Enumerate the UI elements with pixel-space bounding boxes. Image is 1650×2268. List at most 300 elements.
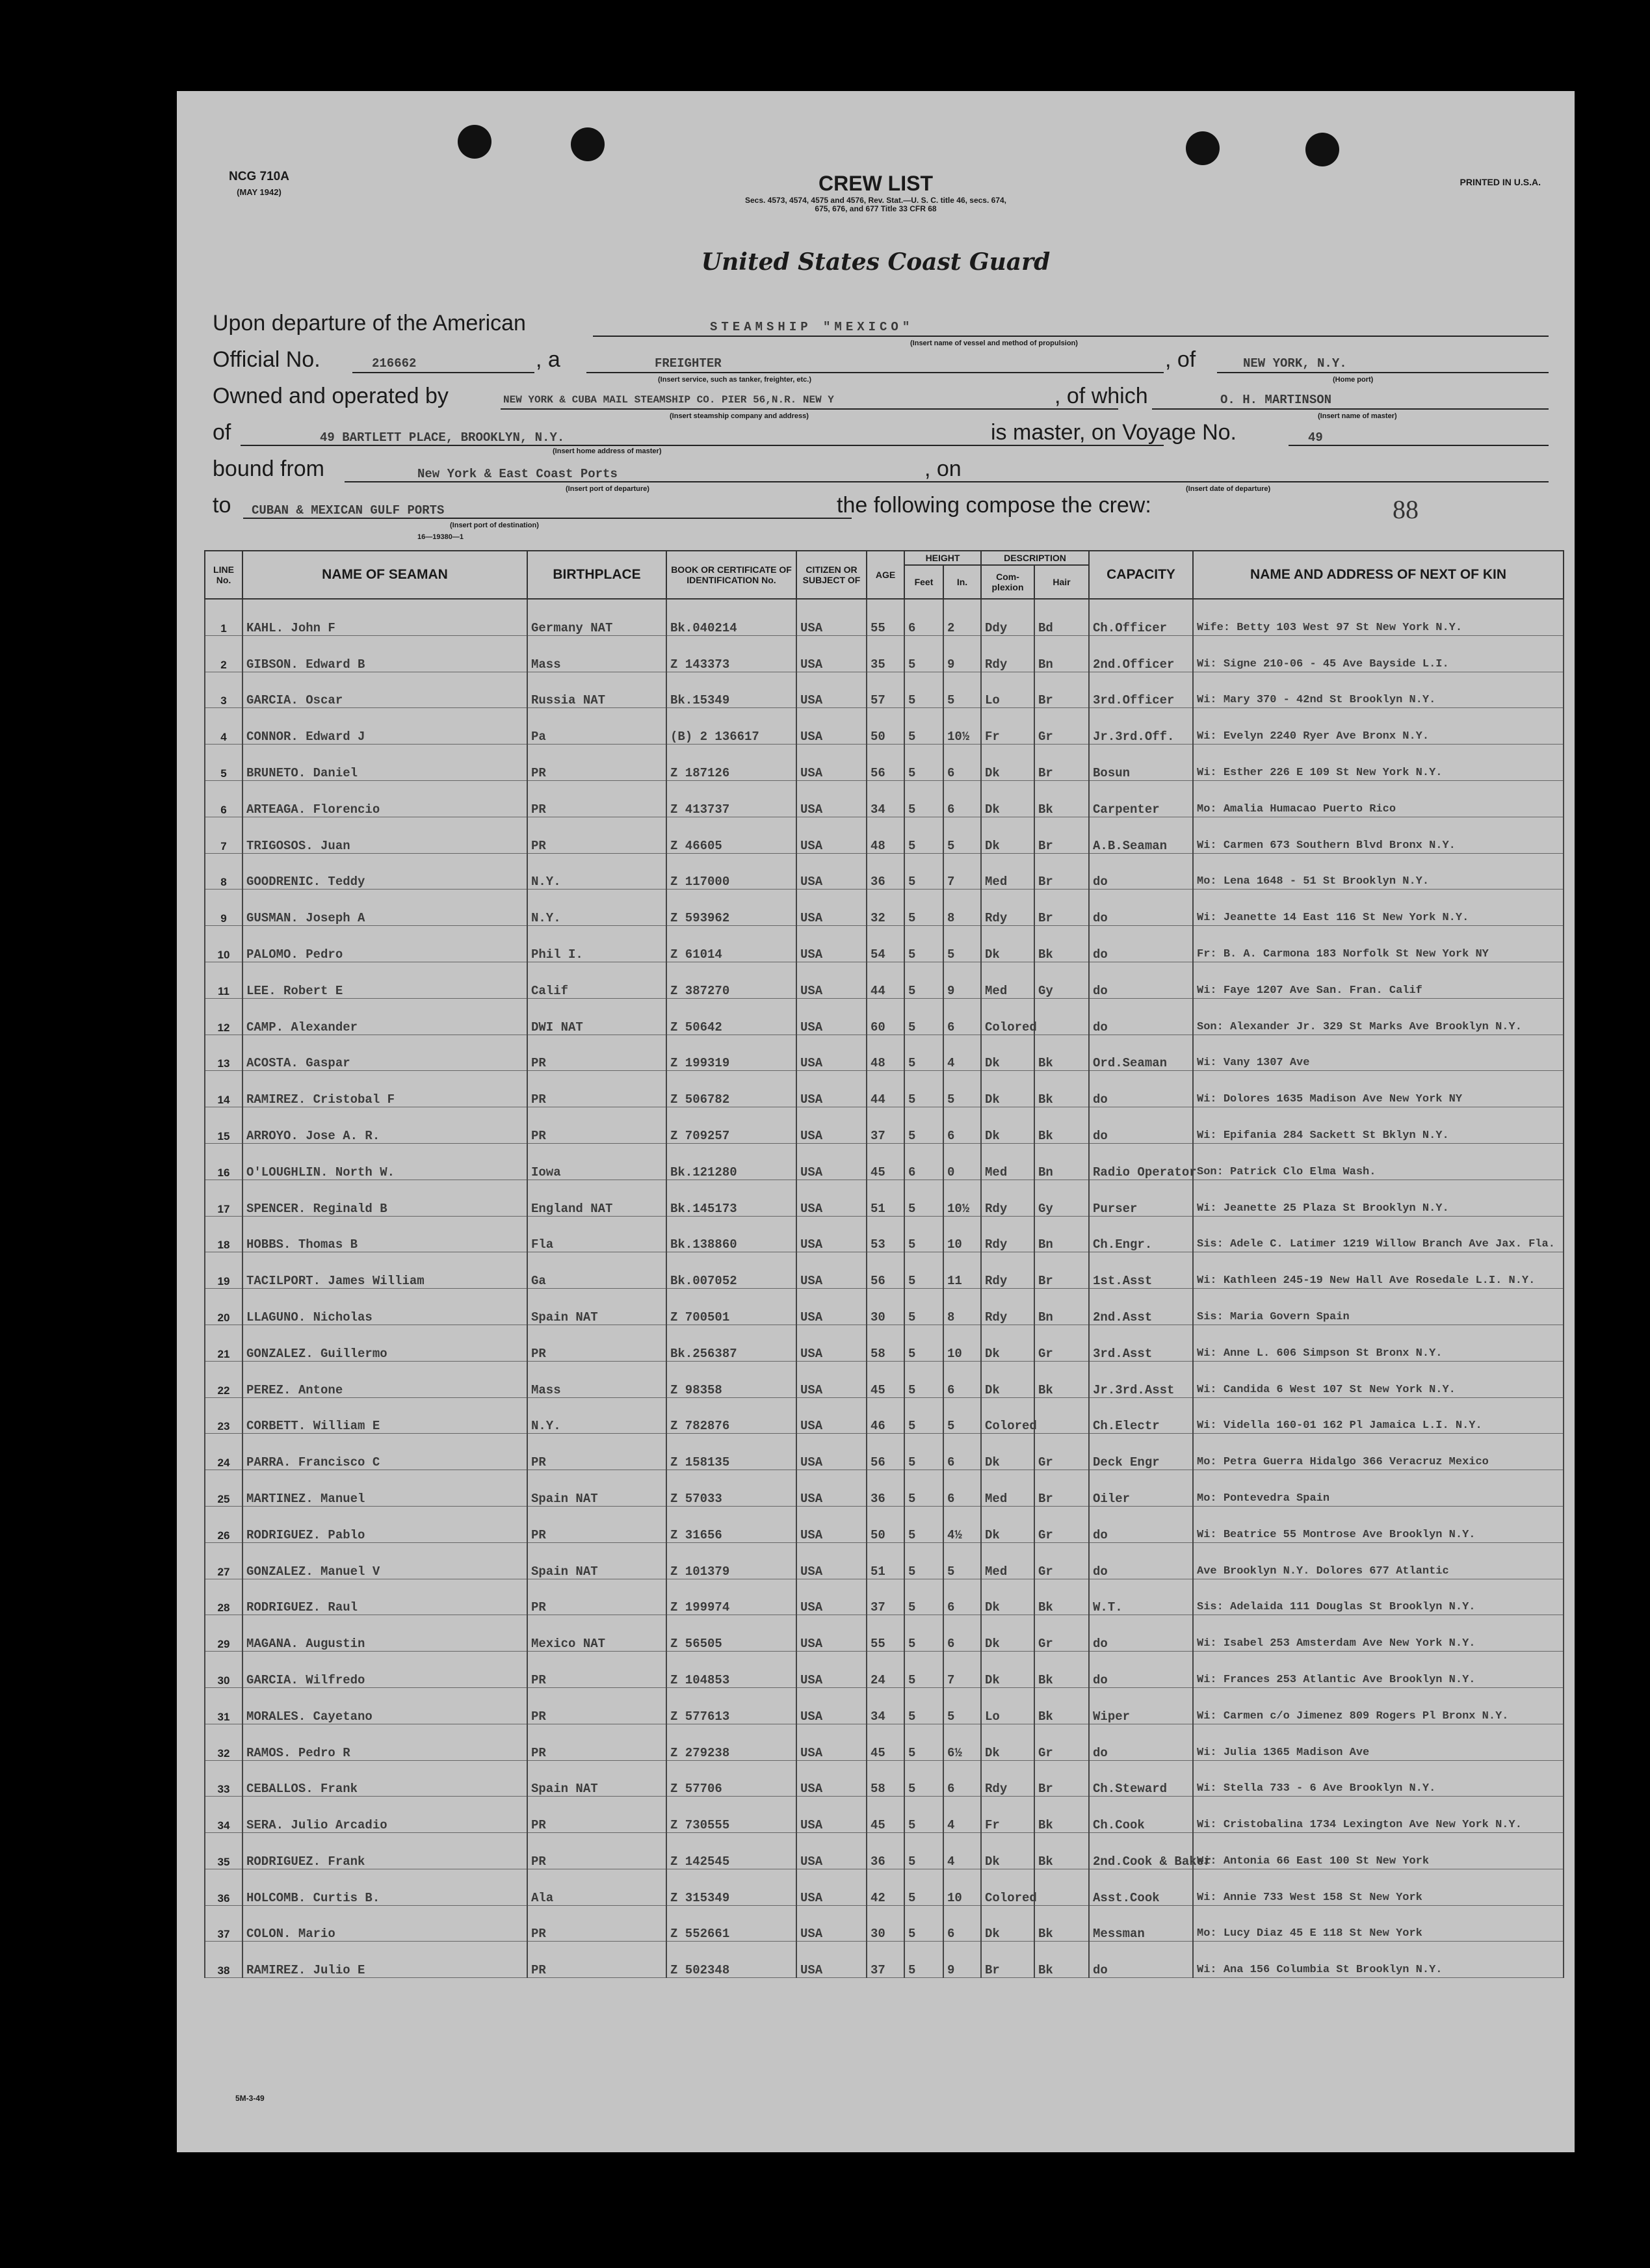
cell-line-no: 26 (205, 1506, 242, 1542)
cell-height-feet: 5 (904, 1760, 943, 1797)
cell-complexion: Dk (981, 1434, 1034, 1470)
cell-next-of-kin: Wi: Candida 6 West 107 St New York N.Y. (1193, 1361, 1564, 1397)
table-row (205, 1760, 1564, 1797)
table-row (205, 1434, 1564, 1470)
form-number: NCG 710A (MAY 1942) (229, 169, 289, 200)
cell-birthplace: Mass (527, 635, 666, 672)
cell-citizenship: USA (796, 890, 867, 926)
cell-height-feet: 5 (904, 853, 943, 890)
cell-birthplace: PR (527, 1942, 666, 1978)
table-row (205, 926, 1564, 962)
cell-height-feet: 6 (904, 1143, 943, 1180)
col-height: HEIGHT (904, 551, 981, 565)
vessel-caption: (Insert name of vessel and method of propulsion) (910, 339, 1078, 347)
cell-complexion: Dk (981, 745, 1034, 781)
cell-capacity: do (1089, 1107, 1193, 1144)
cell-complexion: Dk (981, 1107, 1034, 1144)
cell-line-no: 36 (205, 1869, 242, 1905)
cell-height-feet: 5 (904, 1216, 943, 1252)
cell-next-of-kin: Wi: Isabel 253 Amsterdam Ave New York N.Y. (1193, 1615, 1564, 1652)
cell-line-no: 16 (205, 1143, 242, 1180)
departure-label: Upon departure of the American (213, 311, 526, 336)
cell-capacity: Ord.Seaman (1089, 1035, 1193, 1071)
cell-birthplace: PR (527, 1071, 666, 1107)
cell-complexion: Dk (981, 926, 1034, 962)
owned-label: Owned and operated by (213, 384, 449, 408)
cell-complexion: Med (981, 1143, 1034, 1180)
cell-line-no: 29 (205, 1615, 242, 1652)
cell-age: 37 (867, 1942, 904, 1978)
cell-age: 34 (867, 780, 904, 817)
cell-complexion: Fr (981, 708, 1034, 745)
col-age: AGE (867, 551, 904, 599)
cell-next-of-kin: Wi: Evelyn 2240 Ryer Ave Bronx N.Y. (1193, 708, 1564, 745)
cell-next-of-kin: Wi: Kathleen 245-19 New Hall Ave Rosedale L.I. N.Y. (1193, 1252, 1564, 1289)
cell-age: 36 (867, 1470, 904, 1507)
cell-line-no: 14 (205, 1071, 242, 1107)
cell-capacity: Radio Operator (1089, 1143, 1193, 1180)
cell-seaman-name: LEE. Robert E (242, 962, 527, 998)
cell-hair: Bk (1034, 780, 1089, 817)
cell-seaman-name: GONZALEZ. Manuel V (242, 1542, 527, 1579)
cell-next-of-kin: Wi: Beatrice 55 Montrose Ave Brooklyn N.Y. (1193, 1506, 1564, 1542)
col-line-no: LINE No. (205, 551, 242, 599)
form-title: CREW LIST (818, 172, 933, 195)
cell-birthplace: PR (527, 1035, 666, 1071)
cell-age: 42 (867, 1869, 904, 1905)
table-row (205, 1361, 1564, 1397)
cell-age: 32 (867, 890, 904, 926)
cell-height-feet: 5 (904, 890, 943, 926)
cell-citizenship: USA (796, 672, 867, 708)
cell-height-inches: 5 (943, 926, 981, 962)
home-port-caption: (Home port) (1333, 376, 1374, 384)
cell-complexion: Dk (981, 1071, 1034, 1107)
table-row (205, 817, 1564, 853)
cell-height-feet: 5 (904, 780, 943, 817)
cell-height-inches: 5 (943, 1397, 981, 1434)
cell-certificate-no: Z 577613 (666, 1687, 796, 1724)
cell-age: 30 (867, 1289, 904, 1325)
cell-seaman-name: TACILPORT. James William (242, 1252, 527, 1289)
cell-complexion: Rdy (981, 1252, 1034, 1289)
col-description: DESCRIPTION (981, 551, 1089, 565)
cell-complexion: Dk (981, 1833, 1034, 1869)
cell-seaman-name: PARRA. Francisco C (242, 1434, 527, 1470)
cell-hair: Bk (1034, 1361, 1089, 1397)
cell-citizenship: USA (796, 745, 867, 781)
cell-hair: Bk (1034, 1833, 1089, 1869)
table-row (205, 998, 1564, 1035)
cell-certificate-no: (B) 2 136617 (666, 708, 796, 745)
cell-complexion: Dk (981, 1724, 1034, 1760)
cell-line-no: 10 (205, 926, 242, 962)
cell-line-no: 21 (205, 1325, 242, 1361)
bound-to-caption: (Insert port of destination) (450, 521, 539, 529)
cell-capacity: do (1089, 1542, 1193, 1579)
cell-age: 24 (867, 1652, 904, 1688)
cell-capacity: Messman (1089, 1905, 1193, 1942)
cell-line-no: 30 (205, 1652, 242, 1688)
cell-citizenship: USA (796, 708, 867, 745)
table-row (205, 1252, 1564, 1289)
cell-complexion: Dk (981, 1035, 1034, 1071)
cell-complexion: Rdy (981, 1760, 1034, 1797)
cell-next-of-kin: Sis: Adelaida 111 Douglas St Brooklyn N.Y. (1193, 1579, 1564, 1615)
vessel-name: STEAMSHIP "MEXICO" (710, 320, 914, 334)
cell-birthplace: PR (527, 1652, 666, 1688)
cell-hair: Br (1034, 853, 1089, 890)
cell-capacity: do (1089, 962, 1193, 998)
cell-seaman-name: O'LOUGHLIN. North W. (242, 1143, 527, 1180)
cell-seaman-name: GARCIA. Wilfredo (242, 1652, 527, 1688)
cell-next-of-kin: Sis: Maria Govern Spain (1193, 1289, 1564, 1325)
cell-seaman-name: HOBBS. Thomas B (242, 1216, 527, 1252)
table-row (205, 1107, 1564, 1144)
cell-line-no: 8 (205, 853, 242, 890)
cell-height-inches: 6 (943, 1361, 981, 1397)
cell-seaman-name: RODRIGUEZ. Frank (242, 1833, 527, 1869)
cell-height-inches: 6 (943, 1615, 981, 1652)
cell-capacity: Oiler (1089, 1470, 1193, 1507)
cell-birthplace: DWI NAT (527, 998, 666, 1035)
cell-citizenship: USA (796, 1833, 867, 1869)
crew-label: the following compose the crew: (837, 493, 1151, 518)
table-row (205, 1615, 1564, 1652)
cell-line-no: 1 (205, 599, 242, 635)
table-row (205, 1143, 1564, 1180)
to-label: to (213, 493, 231, 518)
cell-hair: Gy (1034, 1180, 1089, 1216)
cell-complexion: Dk (981, 1905, 1034, 1942)
cell-citizenship: USA (796, 1905, 867, 1942)
cell-height-inches: 6 (943, 1470, 981, 1507)
cell-birthplace: PR (527, 1107, 666, 1144)
cell-seaman-name: GIBSON. Edward B (242, 635, 527, 672)
cell-age: 60 (867, 998, 904, 1035)
cell-citizenship: USA (796, 1397, 867, 1434)
cell-next-of-kin: Wi: Esther 226 E 109 St New York N.Y. (1193, 745, 1564, 781)
table-row (205, 1397, 1564, 1434)
cell-citizenship: USA (796, 635, 867, 672)
cell-line-no: 28 (205, 1579, 242, 1615)
cell-age: 48 (867, 817, 904, 853)
cell-birthplace: Ga (527, 1252, 666, 1289)
cell-age: 34 (867, 1687, 904, 1724)
cell-next-of-kin: Wi: Annie 733 West 158 St New York (1193, 1869, 1564, 1905)
cell-certificate-no: Z 502348 (666, 1942, 796, 1978)
cell-line-no: 32 (205, 1724, 242, 1760)
cell-citizenship: USA (796, 962, 867, 998)
cell-citizenship: USA (796, 1325, 867, 1361)
col-complexion: Com-plexion (981, 565, 1034, 599)
cell-height-inches: 2 (943, 599, 981, 635)
cell-citizenship: USA (796, 1797, 867, 1833)
cell-citizenship: USA (796, 1615, 867, 1652)
cell-line-no: 38 (205, 1942, 242, 1978)
cell-birthplace: England NAT (527, 1180, 666, 1216)
cell-certificate-no: Z 142545 (666, 1833, 796, 1869)
cell-complexion: Rdy (981, 635, 1034, 672)
cell-certificate-no: Z 279238 (666, 1724, 796, 1760)
cell-certificate-no: Z 199319 (666, 1035, 796, 1071)
table-row (205, 1724, 1564, 1760)
home-port-line (1217, 372, 1549, 373)
punch-hole (1186, 131, 1220, 165)
cell-height-inches: 10½ (943, 708, 981, 745)
table-row (205, 1687, 1564, 1724)
col-name: NAME OF SEAMAN (242, 551, 527, 599)
cell-line-no: 35 (205, 1833, 242, 1869)
cell-seaman-name: MARTINEZ. Manuel (242, 1470, 527, 1507)
cell-age: 36 (867, 853, 904, 890)
cell-line-no: 3 (205, 672, 242, 708)
table-row (205, 890, 1564, 926)
cell-certificate-no: Z 552661 (666, 1905, 796, 1942)
statute-sections: Secs. 4573, 4574, 4575 and 4576, Rev. Stat.—U. S. C. title 46, secs. 674, 675, 676, and 677 Title 33 CFR 68 (744, 196, 1007, 213)
table-row (205, 1869, 1564, 1905)
cell-hair: Br (1034, 1760, 1089, 1797)
cell-height-inches: 4 (943, 1035, 981, 1071)
cell-line-no: 23 (205, 1397, 242, 1434)
cell-capacity: 3rd.Asst (1089, 1325, 1193, 1361)
cell-complexion: Colored (981, 1869, 1034, 1905)
cell-citizenship: USA (796, 1035, 867, 1071)
cell-age: 58 (867, 1760, 904, 1797)
cell-citizenship: USA (796, 1542, 867, 1579)
cell-next-of-kin: Wi: Carmen 673 Southern Blvd Bronx N.Y. (1193, 817, 1564, 853)
cell-next-of-kin: Fr: B. A. Carmona 183 Norfolk St New York NY (1193, 926, 1564, 962)
cell-next-of-kin: Wi: Dolores 1635 Madison Ave New York NY (1193, 1071, 1564, 1107)
table-row (205, 599, 1564, 635)
cell-height-feet: 5 (904, 962, 943, 998)
cell-height-inches: 10 (943, 1869, 981, 1905)
cell-complexion: Lo (981, 1687, 1034, 1724)
printed-note: PRINTED IN U.S.A. (1460, 177, 1541, 187)
cell-hair: Br (1034, 745, 1089, 781)
cell-birthplace: Russia NAT (527, 672, 666, 708)
cell-certificate-no: Z 782876 (666, 1397, 796, 1434)
cell-certificate-no: Z 57033 (666, 1470, 796, 1507)
cell-age: 50 (867, 708, 904, 745)
cell-height-inches: 6 (943, 1760, 981, 1797)
cell-hair (1034, 998, 1089, 1035)
home-port: NEW YORK, N.Y. (1243, 356, 1347, 371)
cell-height-feet: 5 (904, 1397, 943, 1434)
cell-complexion: Rdy (981, 890, 1034, 926)
of-which-label: , of which (1054, 384, 1148, 408)
cell-next-of-kin: Mo: Lucy Diaz 45 E 118 St New York (1193, 1905, 1564, 1942)
crew-count: 88 (1393, 495, 1419, 524)
cell-complexion: Dk (981, 1325, 1034, 1361)
cell-citizenship: USA (796, 1687, 867, 1724)
cell-capacity: A.B.Seaman (1089, 817, 1193, 853)
cell-complexion: Rdy (981, 1180, 1034, 1216)
cell-seaman-name: SPENCER. Reginald B (242, 1180, 527, 1216)
cell-citizenship: USA (796, 1434, 867, 1470)
of2-label: of (213, 420, 231, 445)
cell-certificate-no: Bk.040214 (666, 599, 796, 635)
cell-height-inches: 6 (943, 745, 981, 781)
cell-certificate-no: Z 199974 (666, 1579, 796, 1615)
cell-hair: Bk (1034, 1942, 1089, 1978)
cell-height-feet: 5 (904, 1652, 943, 1688)
table-row (205, 1180, 1564, 1216)
col-birthplace: BIRTHPLACE (527, 551, 666, 599)
cell-next-of-kin: Wi: Julia 1365 Madison Ave (1193, 1724, 1564, 1760)
cell-certificate-no: Z 117000 (666, 853, 796, 890)
service: FREIGHTER (655, 356, 722, 371)
cell-certificate-no: Z 56505 (666, 1615, 796, 1652)
cell-hair (1034, 1397, 1089, 1434)
cell-citizenship: USA (796, 1216, 867, 1252)
cell-line-no: 13 (205, 1035, 242, 1071)
departure-date-caption: (Insert date of departure) (1186, 485, 1271, 493)
cell-age: 35 (867, 635, 904, 672)
cell-height-inches: 4 (943, 1797, 981, 1833)
cell-height-feet: 5 (904, 1869, 943, 1905)
cell-seaman-name: GONZALEZ. Guillermo (242, 1325, 527, 1361)
cell-birthplace: N.Y. (527, 890, 666, 926)
cell-complexion: Rdy (981, 1289, 1034, 1325)
cell-seaman-name: CONNOR. Edward J (242, 708, 527, 745)
cell-certificate-no: Z 31656 (666, 1506, 796, 1542)
cell-complexion: Br (981, 1942, 1034, 1978)
footer-code: 5M-3-49 (235, 2094, 265, 2103)
cell-height-inches: 6 (943, 780, 981, 817)
cell-height-feet: 5 (904, 998, 943, 1035)
cell-certificate-no: Z 730555 (666, 1797, 796, 1833)
cell-line-no: 27 (205, 1542, 242, 1579)
table-row (205, 780, 1564, 817)
cell-age: 55 (867, 599, 904, 635)
cell-hair: Bk (1034, 1905, 1089, 1942)
bound-from: New York & East Coast Ports (417, 467, 618, 481)
cell-hair: Br (1034, 890, 1089, 926)
cell-hair: Bk (1034, 1687, 1089, 1724)
punch-hole (1305, 133, 1339, 166)
cell-line-no: 22 (205, 1361, 242, 1397)
cell-seaman-name: ACOSTA. Gaspar (242, 1035, 527, 1071)
cell-hair: Bk (1034, 926, 1089, 962)
cell-capacity: do (1089, 1652, 1193, 1688)
cell-height-inches: 4½ (943, 1506, 981, 1542)
cell-hair: Br (1034, 817, 1089, 853)
cell-complexion: Dk (981, 1506, 1034, 1542)
cell-age: 37 (867, 1107, 904, 1144)
cell-certificate-no: Z 158135 (666, 1434, 796, 1470)
cell-birthplace: PR (527, 1579, 666, 1615)
cell-certificate-no: Z 387270 (666, 962, 796, 998)
cell-next-of-kin: Wi: Ana 156 Columbia St Brooklyn N.Y. (1193, 1942, 1564, 1978)
cell-certificate-no: Z 315349 (666, 1869, 796, 1905)
cell-next-of-kin: Wi: Anne L. 606 Simpson St Bronx N.Y. (1193, 1325, 1564, 1361)
cell-height-inches: 5 (943, 1071, 981, 1107)
bound-from-line (345, 481, 1086, 482)
cell-height-inches: 7 (943, 1652, 981, 1688)
bound-from-caption: (Insert port of departure) (566, 485, 649, 493)
cell-line-no: 20 (205, 1289, 242, 1325)
cell-birthplace: Calif (527, 962, 666, 998)
cell-height-inches: 10½ (943, 1180, 981, 1216)
cell-hair: Gr (1034, 1434, 1089, 1470)
cell-height-feet: 5 (904, 1724, 943, 1760)
cell-birthplace: PR (527, 1724, 666, 1760)
cell-certificate-no: Bk.256387 (666, 1325, 796, 1361)
form-date: (MAY 1942) (237, 187, 282, 197)
cell-hair: Br (1034, 1252, 1089, 1289)
cell-birthplace: PR (527, 1325, 666, 1361)
cell-next-of-kin: Ave Brooklyn N.Y. Dolores 677 Atlantic (1193, 1542, 1564, 1579)
master-name: O. H. MARTINSON (1220, 393, 1332, 407)
cell-seaman-name: ARROYO. Jose A. R. (242, 1107, 527, 1144)
cell-seaman-name: CEBALLOS. Frank (242, 1760, 527, 1797)
cell-height-inches: 5 (943, 817, 981, 853)
crew-table (204, 550, 1564, 1978)
cell-capacity: 2nd.Officer (1089, 635, 1193, 672)
cell-next-of-kin: Wi: Epifania 284 Sackett St Bklyn N.Y. (1193, 1107, 1564, 1144)
cell-certificate-no: Bk.145173 (666, 1180, 796, 1216)
cell-height-feet: 5 (904, 672, 943, 708)
cell-hair: Bk (1034, 1652, 1089, 1688)
cell-height-inches: 8 (943, 890, 981, 926)
cell-hair: Bd (1034, 599, 1089, 635)
cell-next-of-kin: Mo: Lena 1648 - 51 St Brooklyn N.Y. (1193, 853, 1564, 890)
cell-complexion: Dk (981, 1615, 1034, 1652)
cell-height-feet: 6 (904, 599, 943, 635)
cell-capacity: do (1089, 890, 1193, 926)
cell-next-of-kin: Wi: Vidella 160-01 162 Pl Jamaica L.I. N.Y. (1193, 1397, 1564, 1434)
cell-height-feet: 5 (904, 1470, 943, 1507)
cell-line-no: 34 (205, 1797, 242, 1833)
cell-capacity: do (1089, 998, 1193, 1035)
agency-title: United States Coast Guard (701, 248, 1051, 276)
cell-seaman-name: RAMIREZ. Cristobal F (242, 1071, 527, 1107)
cell-capacity: do (1089, 926, 1193, 962)
cell-capacity: Wiper (1089, 1687, 1193, 1724)
cell-capacity: do (1089, 1071, 1193, 1107)
cell-height-feet: 5 (904, 1797, 943, 1833)
cell-birthplace: Spain NAT (527, 1470, 666, 1507)
cell-capacity: Bosun (1089, 745, 1193, 781)
cell-complexion: Med (981, 853, 1034, 890)
cell-next-of-kin: Mo: Petra Guerra Hidalgo 366 Veracruz Mexico (1193, 1434, 1564, 1470)
cell-height-feet: 5 (904, 926, 943, 962)
cell-capacity: Carpenter (1089, 780, 1193, 817)
col-citizen: CITIZEN OR SUBJECT OF (796, 551, 867, 599)
cell-age: 56 (867, 1434, 904, 1470)
cell-certificate-no: Z 46605 (666, 817, 796, 853)
cell-height-feet: 5 (904, 1289, 943, 1325)
cell-capacity: Ch.Electr (1089, 1397, 1193, 1434)
cell-certificate-no: Z 413737 (666, 780, 796, 817)
cell-seaman-name: GUSMAN. Joseph A (242, 890, 527, 926)
cell-line-no: 9 (205, 890, 242, 926)
cell-age: 44 (867, 1071, 904, 1107)
cell-next-of-kin: Wi: Carmen c/o Jimenez 809 Rogers Pl Bronx N.Y. (1193, 1687, 1564, 1724)
cell-height-inches: 9 (943, 1942, 981, 1978)
cell-height-inches: 0 (943, 1143, 981, 1180)
punch-hole (571, 127, 605, 161)
cell-next-of-kin: Wi: Antonia 66 East 100 St New York (1193, 1833, 1564, 1869)
cell-age: 56 (867, 1252, 904, 1289)
cell-seaman-name: MORALES. Cayetano (242, 1687, 527, 1724)
cell-complexion: Colored (981, 1397, 1034, 1434)
of-label: , of (1165, 347, 1196, 372)
table-row (205, 1289, 1564, 1325)
cell-line-no: 11 (205, 962, 242, 998)
cell-citizenship: USA (796, 1289, 867, 1325)
